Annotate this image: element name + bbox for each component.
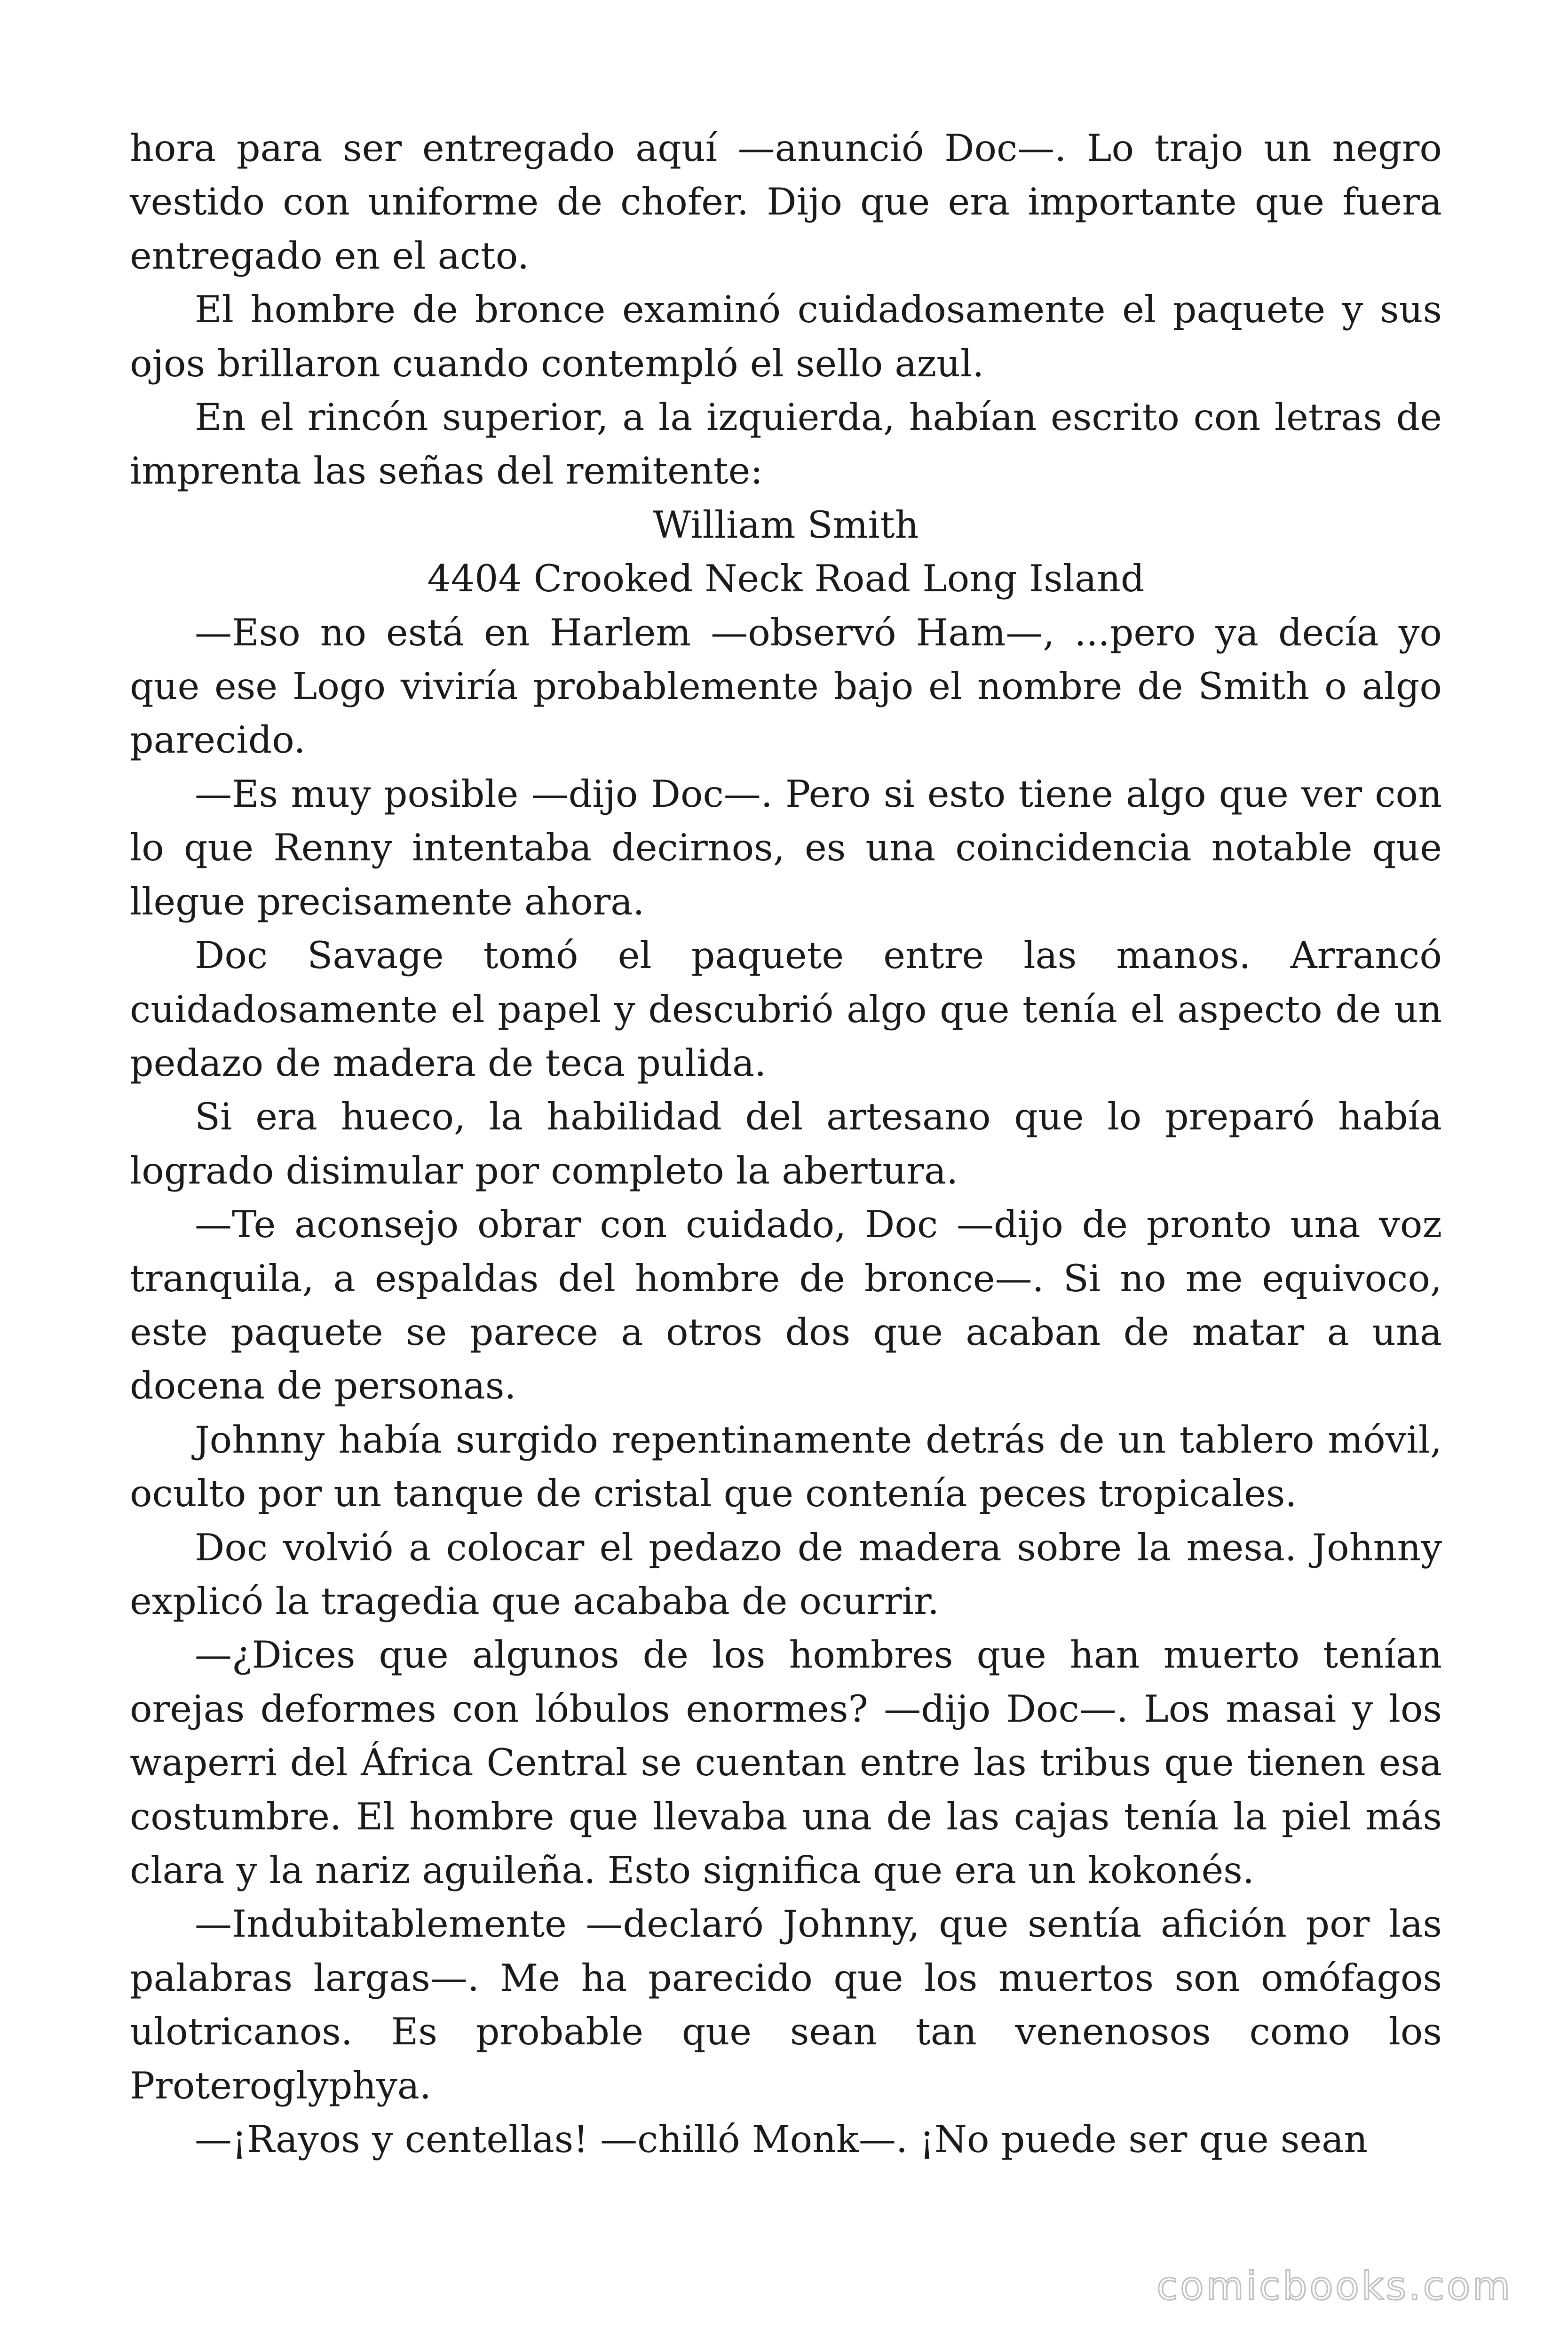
paragraph: —Es muy posible —dijo Doc—. Pero si esto tiene algo que ver con lo que Renny intentaba decirnos, es una coincidencia notable que llegue precisamente ahora. xyxy=(130,772,1442,923)
sender-address: 4404 Crooked Neck Road Long Island xyxy=(427,557,1145,601)
watermark: comicbooks.com xyxy=(1156,2264,1513,2309)
page-text xyxy=(130,121,1442,2166)
paragraph: —¿Dices que algunos de los hombres que han muerto tenían orejas deformes con lóbulos enormes? —dijo Doc—. Los masai y los waperri del África Central se cuentan entre las tribus que tienen esa costumbre. El hombre que llevaba una de las cajas tenía la piel más clara y la nariz aguileña. Esto significa que era un kokonés. xyxy=(130,1633,1442,1892)
paragraph: Johnny había surgido repentinamente detrás de un tablero móvil, oculto por un tanque de cristal que contenía peces tropicales. xyxy=(130,1418,1442,1516)
paragraph: hora para ser entregado aquí —anunció Doc—. Lo trajo un negro vestido con uniforme de chofer. Dijo que era importante que fuera entregado en el acto. xyxy=(130,127,1442,278)
sender-name: William Smith xyxy=(653,503,919,547)
paragraph: —¡Rayos y centellas! —chilló Monk—. ¡No puede ser que sean xyxy=(195,2118,1368,2161)
paragraph: —Te aconsejo obrar con cuidado, Doc —dijo de pronto una voz tranquila, a espaldas del hombre de bronce—. Si no me equivoco, este paquete se parece a otros dos que acaban de matar a una docena de personas. xyxy=(130,1203,1442,1408)
paragraph: Doc volvió a colocar el pedazo de madera sobre la mesa. Johnny explicó la tragedia que acababa de ocurrir. xyxy=(130,1526,1442,1623)
paragraph: En el rincón superior, a la izquierda, habían escrito con letras de imprenta las señas del remitente: xyxy=(130,396,1442,493)
paragraph: El hombre de bronce examinó cuidadosamente el paquete y sus ojos brillaron cuando contempló el sello azul. xyxy=(130,288,1442,385)
paragraph: —Indubitablemente —declaró Johnny, que sentía afición por las palabras largas—. Me ha parecido que los muertos son omófagos ulotricanos. Es probable que sean tan venenosos como los Proteroglyphya. xyxy=(130,1902,1442,2107)
paragraph: Doc Savage tomó el paquete entre las manos. Arrancó cuidadosamente el papel y descubrió algo que tenía el aspecto de un pedazo de madera de teca pulida. xyxy=(130,934,1442,1085)
paragraph: Si era hueco, la habilidad del artesano que lo preparó había logrado disimular por completo la abertura. xyxy=(130,1095,1442,1192)
paragraph: —Eso no está en Harlem —observó Ham—, ...pero ya decía yo que ese Logo viviría probablemente bajo el nombre de Smith o algo parecido. xyxy=(130,611,1442,762)
